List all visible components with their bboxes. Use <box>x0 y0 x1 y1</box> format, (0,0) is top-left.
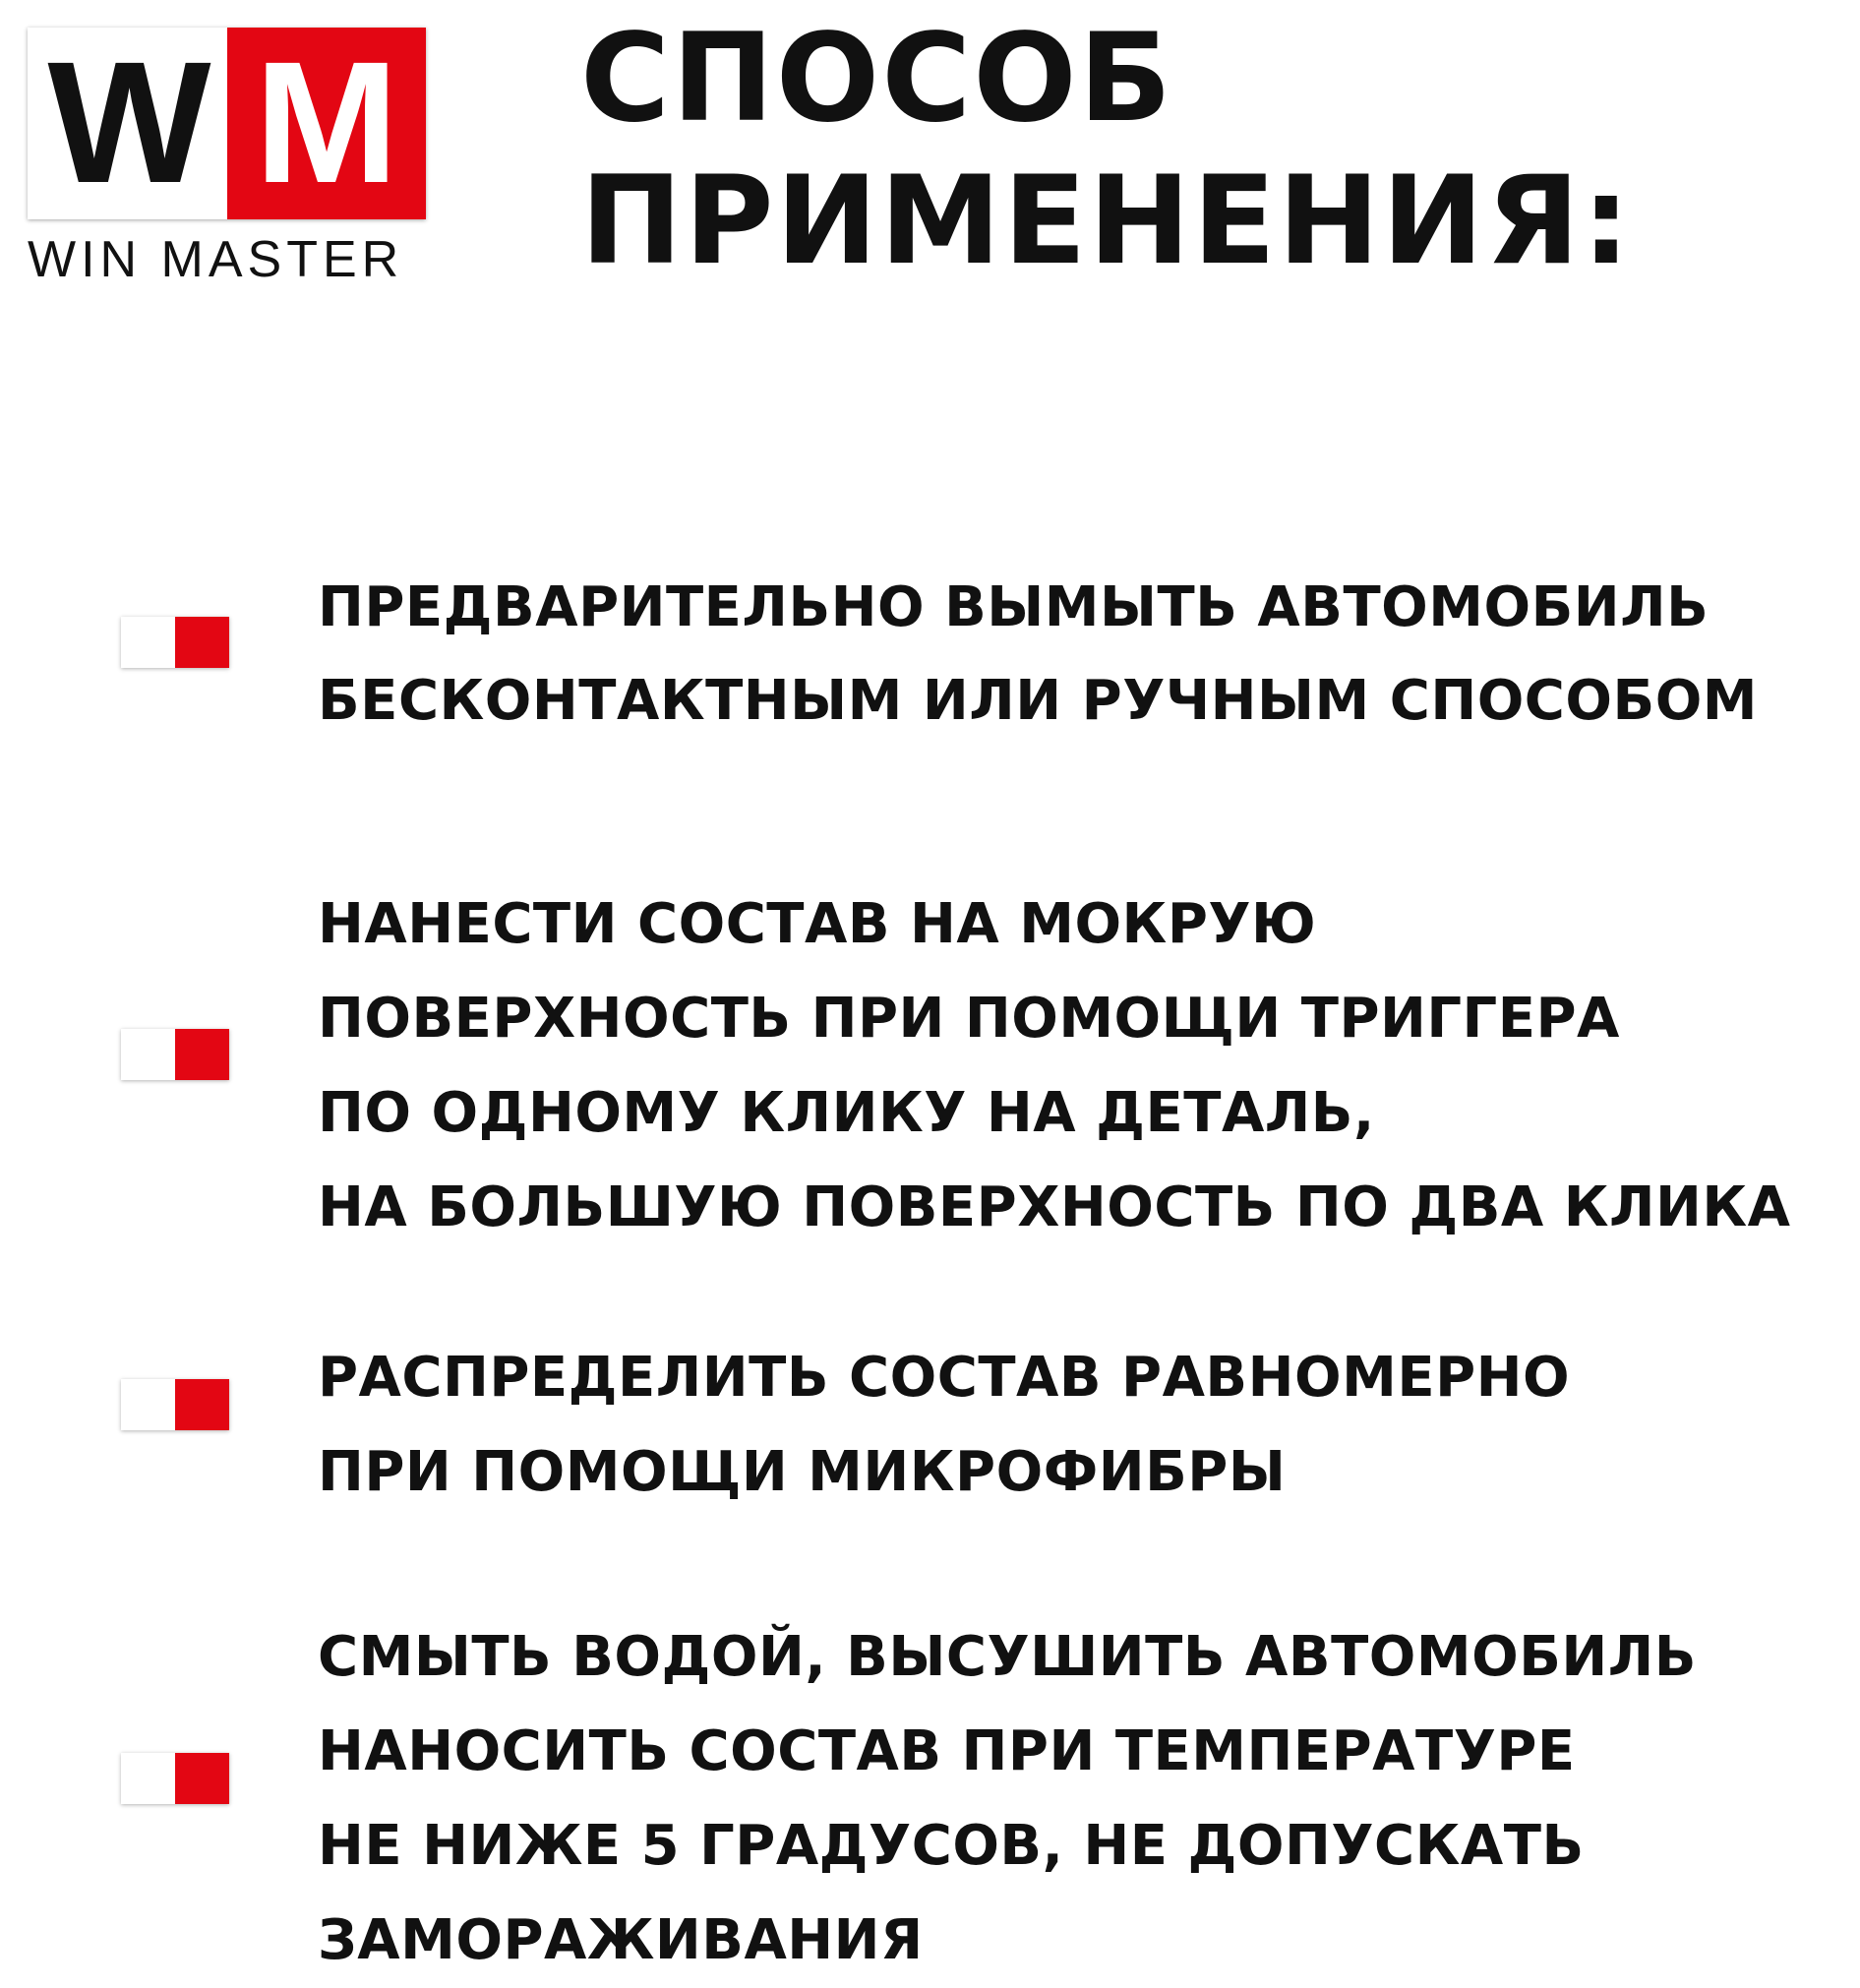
step-3-line-2: ПРИ ПОМОЩИ МИКРОФИБРЫ <box>318 1440 1287 1504</box>
step-3-text <box>318 1331 1852 1520</box>
logo-caption: WIN MASTER <box>28 231 404 288</box>
step-2-line-1: НАНЕСТИ СОСТАВ НА МОКРУЮ <box>318 892 1317 956</box>
step-1-line-2: БЕСКОНТАКТНЫМ ИЛИ РУЧНЫМ СПОСОБОМ <box>318 669 1759 733</box>
red-white-bar-icon <box>121 617 229 668</box>
step-3-line-1: РАСПРЕДЕЛИТЬ СОСТАВ РАВНОМЕРНО <box>318 1346 1571 1410</box>
step-4-text <box>318 1610 1852 1988</box>
step-4-line-3: НЕ НИЖЕ 5 ГРАДУСОВ, НЕ ДОПУСКАТЬ <box>318 1814 1585 1878</box>
step-4-line-4: ЗАМОРАЖИВАНИЯ <box>318 1908 924 1972</box>
step-2-text <box>318 877 1852 1255</box>
red-white-bar-icon <box>121 1753 229 1804</box>
logo-letter-w: W <box>47 27 208 219</box>
brand-logo <box>28 27 428 288</box>
step-4-line-2: НАНОСИТЬ СОСТАВ ПРИ ТЕМПЕРАТУРЕ <box>318 1719 1576 1783</box>
page-title <box>580 8 1810 293</box>
step-2-line-3: ПО ОДНОМУ КЛИКУ НА ДЕТАЛЬ, <box>318 1081 1375 1145</box>
step-2-line-4: НА БОЛЬШУЮ ПОВЕРХНОСТЬ ПО ДВА КЛИКА <box>318 1175 1791 1239</box>
logo-box <box>28 28 426 219</box>
page-title-line-1: СПОСОБ <box>580 8 1174 150</box>
red-white-bar-icon <box>121 1029 229 1080</box>
step-4-line-1: СМЫТЬ ВОДОЙ, ВЫСУШИТЬ АВТОМОБИЛЬ <box>318 1625 1697 1689</box>
step-1-text <box>318 561 1852 748</box>
logo-letter-m: M <box>254 27 399 219</box>
page-title-line-2: ПРИМЕНЕНИЯ: <box>580 151 1633 292</box>
step-1-line-1: ПРЕДВАРИТЕЛЬНО ВЫМЫТЬ АВТОМОБИЛЬ <box>318 575 1710 639</box>
red-white-bar-icon <box>121 1379 229 1430</box>
step-2-line-2: ПОВЕРХНОСТЬ ПРИ ПОМОЩИ ТРИГГЕРА <box>318 987 1620 1051</box>
